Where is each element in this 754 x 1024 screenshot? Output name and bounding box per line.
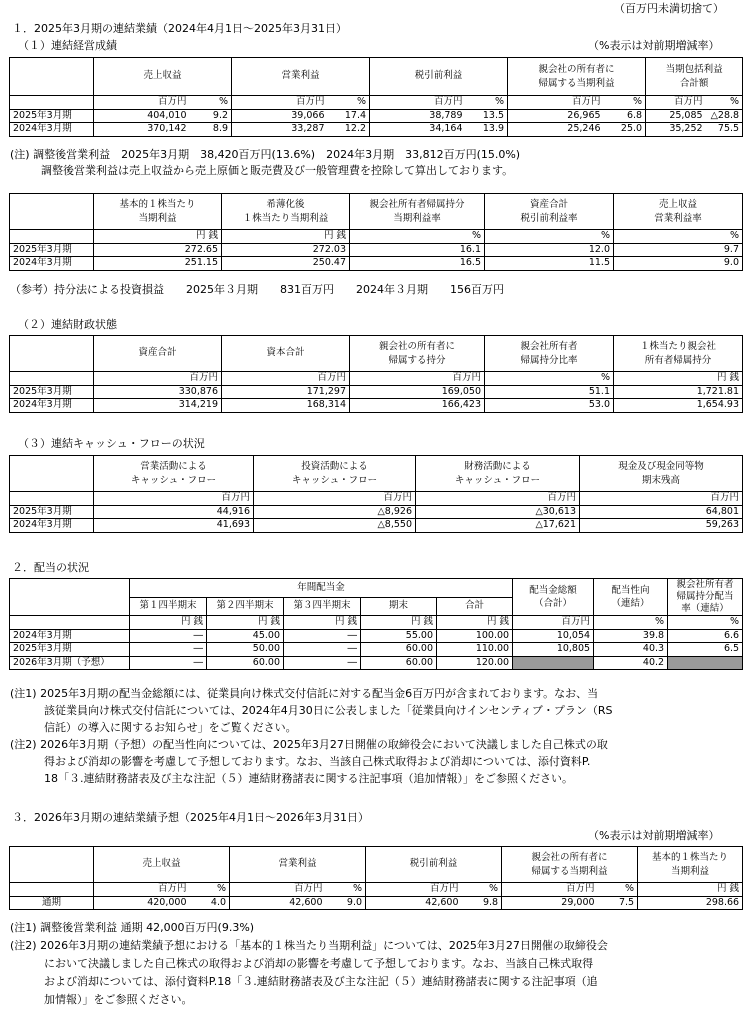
header-owners-equity: 親会社の所有者に 帰属する持分: [350, 336, 485, 372]
row-label: 2024年3月期: [10, 123, 94, 137]
forecast-note2-line2: において決議しました自己株式の取得および消却の影響を考慮して予想しております。なお、当該自己株式取得: [44, 957, 594, 970]
cell: 55.00: [361, 629, 437, 643]
cell: △30,613: [416, 505, 580, 519]
dividend-note2-line2: 得および消却の影響を考慮して予想しております。なお、当該自己株式取得および消却については、添付資料P.: [44, 755, 591, 768]
row-label: 2025年3月期: [10, 505, 94, 519]
header-roe: 親会社所有者帰属持分 当期利益率: [350, 194, 485, 230]
forecast-table: [9, 846, 743, 910]
cell: 9.8: [462, 896, 502, 910]
cell: 29,000: [502, 896, 598, 910]
row-label: 2024年3月期: [10, 257, 94, 271]
cell: 10,054: [513, 629, 594, 643]
cell: 59,263: [580, 519, 743, 533]
pct-note-forecast: （%表示は対前期増減率）: [588, 829, 720, 842]
cell: 16.5: [350, 257, 485, 271]
unit-cell: 百万円: [94, 96, 190, 110]
cell: 9.0: [614, 257, 743, 271]
unit-cell: 円 銭: [130, 616, 207, 630]
cell: ―: [284, 629, 361, 643]
cell: ―: [284, 656, 361, 670]
cell: ―: [130, 629, 207, 643]
cell: 40.3: [594, 643, 668, 657]
cell: 13.5: [466, 109, 508, 123]
cell: 50.00: [207, 643, 284, 657]
cell: 16.1: [350, 243, 485, 257]
header-pretax-profit: 税引前利益: [366, 847, 502, 883]
cell: 60.00: [361, 656, 437, 670]
cell: 40.2: [594, 656, 668, 670]
cell: 75.5: [706, 123, 743, 137]
section1-title: １．2025年3月期の連結業績（2024年4月1日～2025年3月31日）: [12, 22, 347, 35]
cell: 250.47: [222, 257, 350, 271]
unit-cell: 円 銭: [361, 616, 437, 630]
unit-cell: 百万円: [230, 883, 326, 897]
cell: 9.7: [614, 243, 743, 257]
cell: 168,314: [222, 399, 350, 413]
adjusted-op-note: (注) 調整後営業利益 2025年3月期 38,420百万円(13.6%) 2024年3月期 33,812百万円(15.0%): [10, 148, 521, 161]
header-cash-balance: 現金及び現金同等物 期末残高: [580, 456, 743, 492]
header-year-end: 期末: [361, 597, 437, 616]
cell: 9.2: [190, 109, 232, 123]
unit-note: （百万円未満切捨て）: [614, 2, 724, 15]
cell: 13.9: [466, 123, 508, 137]
table-row: [10, 399, 743, 413]
header-blank: [10, 579, 130, 616]
cell: 120.00: [437, 656, 513, 670]
header-operating-profit: 営業利益: [232, 58, 370, 96]
row-label: 2025年3月期: [10, 643, 130, 657]
header-roa: 資産合計 税引前利益率: [485, 194, 614, 230]
unit-blank: [10, 230, 94, 244]
cell: 64,801: [580, 505, 743, 519]
cell: 25.0: [604, 123, 646, 137]
header-operating-profit: 営業利益: [230, 847, 366, 883]
row-label: 2025年3月期: [10, 243, 94, 257]
unit-cell: 円 銭: [437, 616, 513, 630]
cell: 1,721.81: [614, 385, 743, 399]
cell: 251.15: [94, 257, 222, 271]
cell: 171,297: [222, 385, 350, 399]
unit-cell: 百万円: [508, 96, 604, 110]
cell: 10,805: [513, 643, 594, 657]
cell: 8.9: [190, 123, 232, 137]
header-blank: [10, 336, 94, 372]
subsection-cashflow-title: （３）連結キャッシュ・フローの状況: [18, 437, 205, 450]
pct-note: （%表示は対前期増減率）: [588, 39, 720, 52]
cell: 169,050: [350, 385, 485, 399]
table-row: [10, 519, 743, 533]
unit-cell: 円 銭: [638, 883, 743, 897]
cell: 6.8: [604, 109, 646, 123]
header-op-margin: 売上収益 営業利益率: [614, 194, 743, 230]
equity-method-note: （参考）持分法による投資損益 2025年３月期 831百万円 2024年３月期 156百万円: [10, 283, 504, 296]
cell: 35,252: [646, 123, 706, 137]
header-net-profit: 親会社の所有者に 帰属する当期利益: [508, 58, 646, 96]
unit-blank: [10, 96, 94, 110]
header-revenue: 売上収益: [94, 58, 232, 96]
cell: 51.1: [485, 385, 614, 399]
unit-cell: 百万円: [370, 96, 466, 110]
row-label: 2025年3月期: [10, 385, 94, 399]
cell: 370,142: [94, 123, 190, 137]
header-diluted-eps: 希薄化後 １株当たり当期利益: [222, 194, 350, 230]
header-blank: [10, 456, 94, 492]
forecast-note1: (注1) 調整後営業利益 通期 42,000百万円(9.3%): [10, 921, 255, 934]
header-total-equity: 資本合計: [222, 336, 350, 372]
unit-cell: 百万円: [94, 883, 190, 897]
cell: 272.03: [222, 243, 350, 257]
dividend-note1-line2: 該従業員向け株式交付信託については、2024年4月30日に公表しました「従業員向けインセンティブ・プラン（RS: [44, 704, 613, 717]
cell: 6.6: [668, 629, 743, 643]
financial-position-table: [9, 335, 743, 413]
adjusted-op-desc: 調整後営業利益は売上収益から売上原価と販売費及び一般管理費を控除して算出しております。: [41, 164, 514, 177]
header-annual-dividend: 年間配当金: [130, 579, 513, 598]
cell: 404,010: [94, 109, 190, 123]
unit-cell: 百万円: [416, 492, 580, 506]
cell: 166,423: [350, 399, 485, 413]
unit-cell: %: [706, 96, 743, 110]
header-pretax-profit: 税引前利益: [370, 58, 508, 96]
cell-shaded: [513, 656, 594, 670]
unit-cell: 円 銭: [94, 230, 222, 244]
table-row: [10, 109, 743, 123]
unit-cell: 百万円: [232, 96, 328, 110]
cell: 34,164: [370, 123, 466, 137]
cell: 272.65: [94, 243, 222, 257]
unit-cell: 百万円: [366, 883, 462, 897]
unit-cell: 円 銭: [207, 616, 284, 630]
cell: 39,066: [232, 109, 328, 123]
unit-cell: %: [598, 883, 638, 897]
header-blank: [10, 194, 94, 230]
cell: 12.0: [485, 243, 614, 257]
cell: 53.0: [485, 399, 614, 413]
row-label: 通期: [10, 896, 94, 910]
header-q2: 第２四半期末: [207, 597, 284, 616]
header-basic-eps: 基本的１株当たり 当期利益: [638, 847, 743, 883]
header-dividend-total: 配当金総額 （合計）: [513, 579, 594, 616]
cell: 42,600: [230, 896, 326, 910]
table-row: [10, 243, 743, 257]
results-table: [9, 57, 743, 137]
unit-cell: 百万円: [502, 883, 598, 897]
cell: ―: [284, 643, 361, 657]
subsection-results-title: （１）連結経営成績: [18, 39, 117, 52]
unit-cell: %: [668, 616, 743, 630]
header-financing-cf: 財務活動による キャッシュ・フロー: [416, 456, 580, 492]
cell: 60.00: [207, 656, 284, 670]
unit-cell: 百万円: [222, 372, 350, 386]
cell: △8,926: [254, 505, 416, 519]
unit-blank: [10, 372, 94, 386]
cell: 314,219: [94, 399, 222, 413]
cell: △17,621: [416, 519, 580, 533]
unit-cell: %: [190, 883, 230, 897]
table-row: [10, 656, 743, 670]
header-total: 合計: [437, 597, 513, 616]
cell: 25,246: [508, 123, 604, 137]
forecast-note2-line1: (注2) 2026年3月期の連結業績予想における「基本的１株当たり当期利益」については、2025年3月27日開催の取締役会: [10, 939, 608, 952]
header-equity-ratio: 親会社所有者 帰属持分比率: [485, 336, 614, 372]
cell: 12.2: [328, 123, 370, 137]
row-label: 2025年3月期: [10, 109, 94, 123]
table-row: [10, 257, 743, 271]
header-blank: [10, 58, 94, 96]
unit-cell: 円 銭: [284, 616, 361, 630]
unit-cell: %: [326, 883, 366, 897]
row-label: 2026年3月期（予想）: [10, 656, 130, 670]
table-row: [10, 123, 743, 137]
cell: △8,550: [254, 519, 416, 533]
unit-cell: %: [614, 230, 743, 244]
unit-cell: %: [190, 96, 232, 110]
cell: 11.5: [485, 257, 614, 271]
cell: ―: [130, 643, 207, 657]
unit-cell: 百万円: [94, 372, 222, 386]
unit-cell: 百万円: [94, 492, 254, 506]
cell: 39.8: [594, 629, 668, 643]
table-row: [10, 896, 743, 910]
table-row: [10, 629, 743, 643]
table-row: [10, 385, 743, 399]
dividend-note1-line1: (注1) 2025年3月期の配当金総額には、従業員向け株式交付信託に対する配当金6百万円が含まれております。なお、当: [10, 687, 599, 700]
header-revenue: 売上収益: [94, 847, 230, 883]
unit-cell: %: [350, 230, 485, 244]
unit-cell: 百万円: [513, 616, 594, 630]
cashflow-table: [9, 455, 743, 533]
unit-cell: %: [604, 96, 646, 110]
row-label: 2024年3月期: [10, 399, 94, 413]
cell: ―: [130, 656, 207, 670]
unit-cell: 円 銭: [222, 230, 350, 244]
cell: 4.0: [190, 896, 230, 910]
unit-cell: 百万円: [580, 492, 743, 506]
header-total-assets: 資産合計: [94, 336, 222, 372]
cell: 41,693: [94, 519, 254, 533]
cell: 420,000: [94, 896, 190, 910]
row-label: 2024年3月期: [10, 629, 130, 643]
dividend-note2-line3: 18「３.連結財務諸表及び主な注記（５）連結財務諸表に関する注記事項（追加情報）」をご参照ください。: [44, 772, 573, 785]
header-bps: １株当たり親会社 所有者帰属持分: [614, 336, 743, 372]
cell: 100.00: [437, 629, 513, 643]
section2-title: ２．配当の状況: [12, 561, 89, 574]
unit-cell: %: [328, 96, 370, 110]
header-basic-eps: 基本的１株当たり 当期利益: [94, 194, 222, 230]
unit-cell: 百万円: [350, 372, 485, 386]
cell: 45.00: [207, 629, 284, 643]
table-row: [10, 643, 743, 657]
header-doe: 親会社所有者 帰属持分配当 率（連結）: [668, 579, 743, 616]
unit-cell: %: [462, 883, 502, 897]
cell-shaded: [668, 656, 743, 670]
unit-cell: 百万円: [254, 492, 416, 506]
header-payout-ratio: 配当性向 （連結）: [594, 579, 668, 616]
cell: 7.5: [598, 896, 638, 910]
unit-cell: %: [594, 616, 668, 630]
unit-blank: [10, 492, 94, 506]
cell: 44,916: [94, 505, 254, 519]
table-row: [10, 505, 743, 519]
dividend-note1-line3: 信託）の導入に関するお知らせ」をご覧ください。: [44, 721, 297, 734]
header-investing-cf: 投資活動による キャッシュ・フロー: [254, 456, 416, 492]
dividend-table: [9, 578, 743, 670]
cell: 60.00: [361, 643, 437, 657]
cell: 9.0: [326, 896, 366, 910]
cell: 33,287: [232, 123, 328, 137]
cell: △28.8: [706, 109, 743, 123]
cell: 330,876: [94, 385, 222, 399]
cell: 110.00: [437, 643, 513, 657]
unit-cell: %: [485, 230, 614, 244]
cell: 6.5: [668, 643, 743, 657]
cell: 25,085: [646, 109, 706, 123]
cell: 26,965: [508, 109, 604, 123]
cell: 42,600: [366, 896, 462, 910]
dividend-note2-line1: (注2) 2026年3月期（予想）の配当性向については、2025年3月27日開催の取締役会において決議しました自己株式の取: [10, 738, 608, 751]
header-net-profit: 親会社の所有者に 帰属する当期利益: [502, 847, 638, 883]
unit-blank: [10, 616, 130, 630]
row-label: 2024年3月期: [10, 519, 94, 533]
cell: 1,654.93: [614, 399, 743, 413]
unit-cell: %: [466, 96, 508, 110]
per-share-table: [9, 193, 743, 271]
section3-title: ３．2026年3月期の連結業績予想（2025年4月1日～2026年3月31日）: [12, 811, 369, 824]
cell: 298.66: [638, 896, 743, 910]
unit-cell: 円 銭: [614, 372, 743, 386]
forecast-note2-line4: 加情報）」をご参照ください。: [44, 993, 193, 1006]
forecast-note2-line3: および消却については、添付資料P.18「３.連結財務諸表及び主な注記（５）連結財務諸表に関する注記事項（追: [44, 975, 598, 988]
unit-cell: 百万円: [646, 96, 706, 110]
unit-blank: [10, 883, 94, 897]
subsection-financial-position-title: （２）連結財政状態: [18, 318, 117, 331]
unit-cell: %: [485, 372, 614, 386]
header-q1: 第１四半期末: [130, 597, 207, 616]
cell: 38,789: [370, 109, 466, 123]
header-blank: [10, 847, 94, 883]
header-q3: 第３四半期末: [284, 597, 361, 616]
cell: 17.4: [328, 109, 370, 123]
header-comprehensive: 当期包括利益 合計額: [646, 58, 743, 96]
header-operating-cf: 営業活動による キャッシュ・フロー: [94, 456, 254, 492]
